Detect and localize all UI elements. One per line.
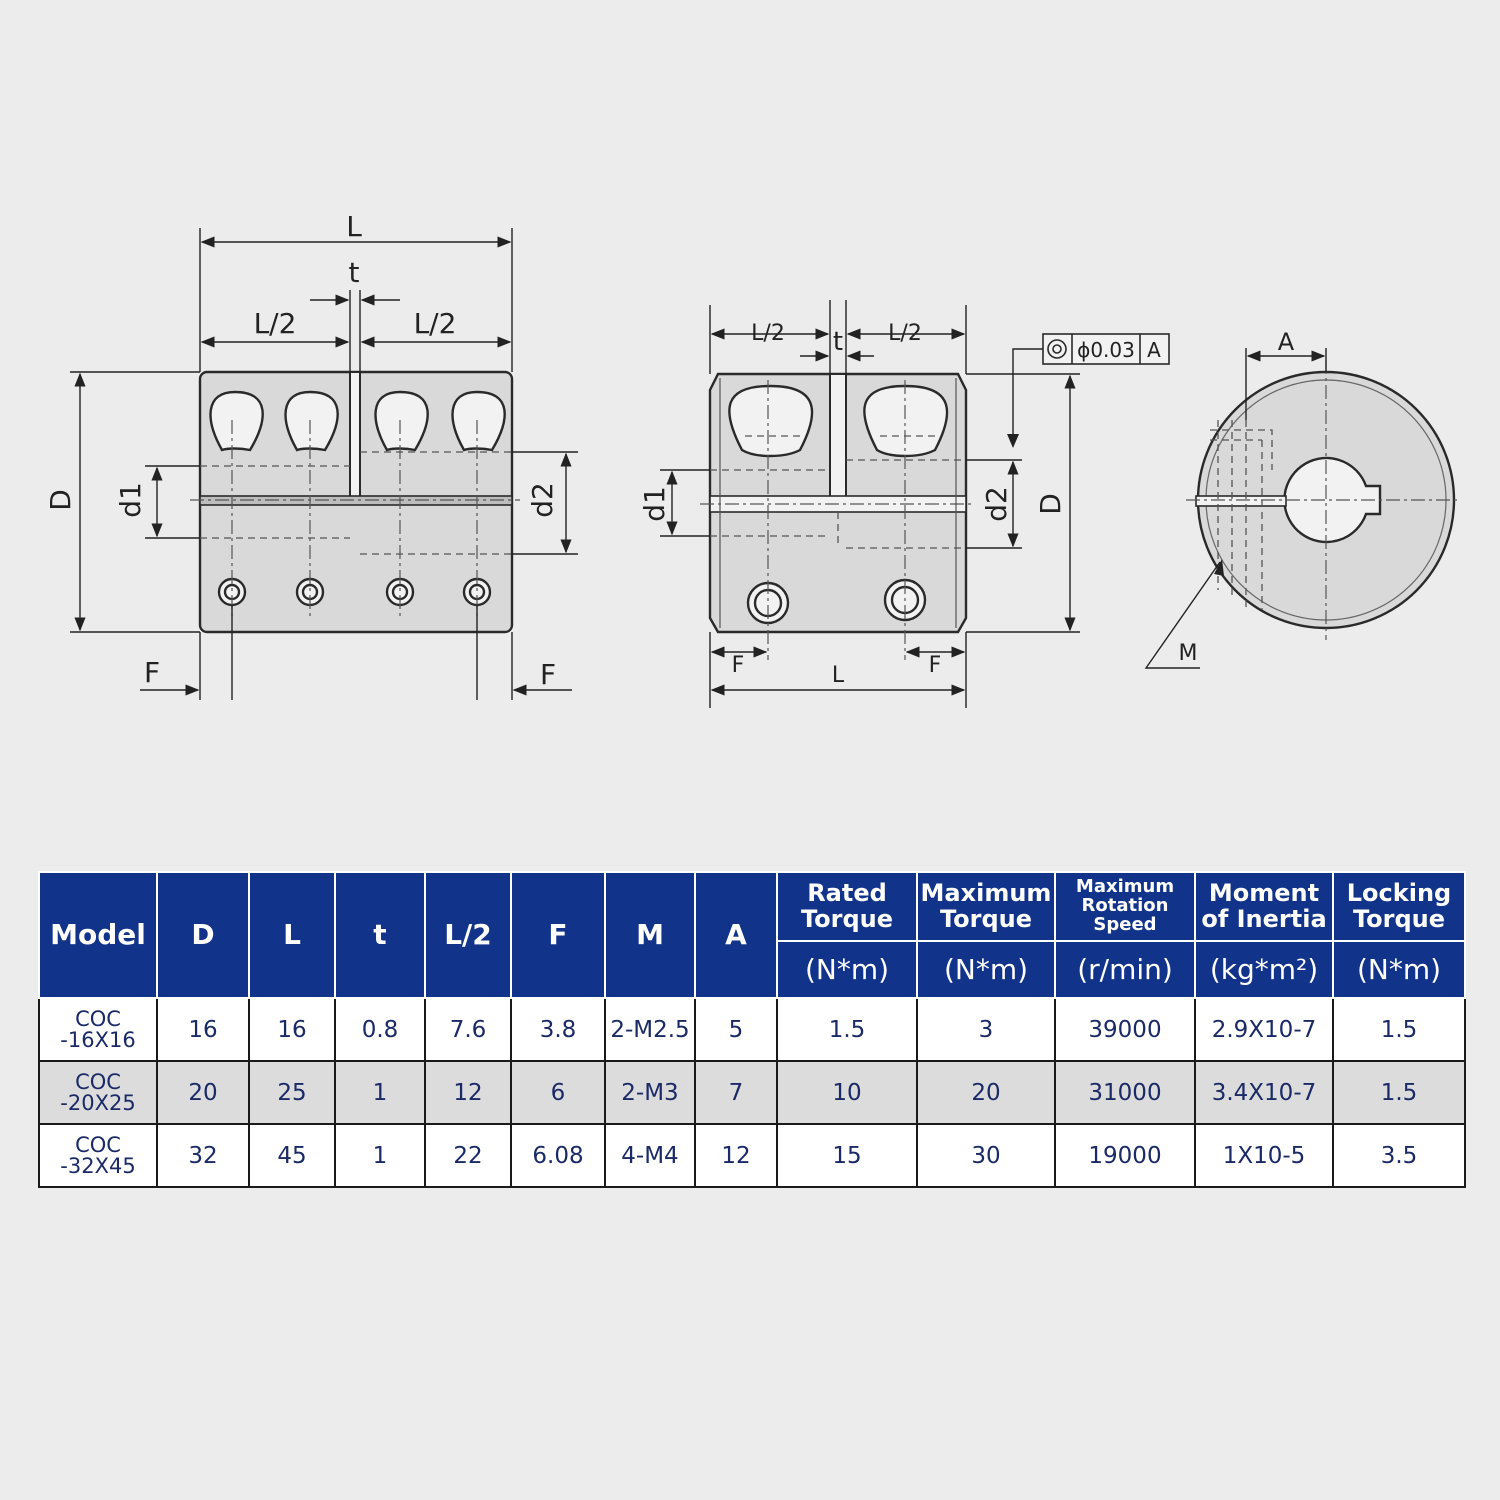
label-L-2: L: [831, 663, 845, 688]
cell-t: 0.8: [335, 998, 425, 1061]
cell-max-speed: 39000: [1055, 998, 1195, 1061]
cell-inertia: 2.9X10-7: [1195, 998, 1333, 1061]
table-row: [39, 1061, 1465, 1124]
header-A: A: [695, 872, 777, 998]
unit-inertia: (kg*m²): [1195, 941, 1333, 998]
table-row: [39, 998, 1465, 1061]
cell-inertia: 1X10-5: [1195, 1124, 1333, 1187]
label-d1: d1: [114, 482, 147, 518]
cell-L: 45: [249, 1124, 335, 1187]
cell-t: 1: [335, 1061, 425, 1124]
cell-locking-torque: 1.5: [1333, 998, 1465, 1061]
header-model: Model: [39, 872, 157, 998]
label-F-right: F: [539, 658, 557, 691]
label-F-right-2: F: [928, 653, 942, 678]
cell-A: 7: [695, 1061, 777, 1124]
header-t: t: [335, 872, 425, 998]
cell-L-half: 22: [425, 1124, 511, 1187]
label-L-half-right-2: L/2: [888, 321, 922, 346]
label-D: D: [44, 489, 77, 511]
cell-D: 32: [157, 1124, 249, 1187]
cell-rated-torque: 10: [777, 1061, 917, 1124]
label-L-half-left-2: L/2: [751, 321, 785, 346]
unit-max-torque: (N*m): [917, 941, 1055, 998]
unit-locking-torque: (N*m): [1333, 941, 1465, 998]
cell-rated-torque: 15: [777, 1124, 917, 1187]
header-max-torque: Maximum Torque: [917, 872, 1055, 941]
label-t: t: [348, 256, 360, 289]
cell-M: 2-M2.5: [605, 998, 695, 1061]
header-M: M: [605, 872, 695, 998]
header-D: D: [157, 872, 249, 998]
cell-inertia: 3.4X10-7: [1195, 1061, 1333, 1124]
label-d2-2: d2: [980, 486, 1013, 522]
front-view-two-screw: [638, 300, 1169, 708]
cell-max-torque: 20: [917, 1061, 1055, 1124]
cell-model: COC -20X25: [39, 1061, 157, 1124]
cell-max-speed: 19000: [1055, 1124, 1195, 1187]
unit-max-speed: (r/min): [1055, 941, 1195, 998]
cell-max-torque: 3: [917, 998, 1055, 1061]
cell-L-half: 12: [425, 1061, 511, 1124]
cell-F: 3.8: [511, 998, 605, 1061]
cell-model: COC -16X16: [39, 998, 157, 1061]
header-L-half: L/2: [425, 872, 511, 998]
unit-rated-torque: (N*m): [777, 941, 917, 998]
header-F: F: [511, 872, 605, 998]
cell-M: 4-M4: [605, 1124, 695, 1187]
label-d1-2: d1: [638, 486, 671, 522]
cell-L: 16: [249, 998, 335, 1061]
cell-locking-torque: 3.5: [1333, 1124, 1465, 1187]
header-locking-torque: Locking Torque: [1333, 872, 1465, 941]
cell-A: 12: [695, 1124, 777, 1187]
cell-A: 5: [695, 998, 777, 1061]
label-L-half-left: L/2: [253, 307, 297, 340]
end-view: [1146, 328, 1460, 668]
label-F-left-2: F: [731, 653, 745, 678]
cell-locking-torque: 1.5: [1333, 1061, 1465, 1124]
table-row: [39, 1124, 1465, 1187]
header-max-speed: Maximum Rotation Speed: [1055, 872, 1195, 941]
cell-M: 2-M3: [605, 1061, 695, 1124]
cell-L: 25: [249, 1061, 335, 1124]
label-M: M: [1178, 641, 1198, 666]
label-D-2: D: [1034, 493, 1067, 515]
label-tolerance-value: ϕ0.03: [1077, 338, 1135, 362]
label-L: L: [346, 210, 362, 243]
cell-L-half: 7.6: [425, 998, 511, 1061]
header-inertia: Moment of Inertia: [1195, 872, 1333, 941]
cell-t: 1: [335, 1124, 425, 1187]
cell-max-speed: 31000: [1055, 1061, 1195, 1124]
cell-F: 6.08: [511, 1124, 605, 1187]
label-d2: d2: [526, 482, 559, 518]
header-L: L: [249, 872, 335, 998]
label-L-half-right: L/2: [413, 307, 457, 340]
header-rated-torque: Rated Torque: [777, 872, 917, 941]
cell-D: 20: [157, 1061, 249, 1124]
cell-F: 6: [511, 1061, 605, 1124]
label-tolerance-datum: A: [1147, 338, 1161, 362]
cell-rated-torque: 1.5: [777, 998, 917, 1061]
label-F-left: F: [143, 656, 161, 689]
front-view-four-screw: [44, 210, 578, 700]
label-t-2: t: [832, 327, 844, 357]
cell-D: 16: [157, 998, 249, 1061]
label-A: A: [1277, 328, 1295, 356]
spec-table: [38, 871, 1466, 1188]
cell-model: COC -32X45: [39, 1124, 157, 1187]
cell-max-torque: 30: [917, 1124, 1055, 1187]
